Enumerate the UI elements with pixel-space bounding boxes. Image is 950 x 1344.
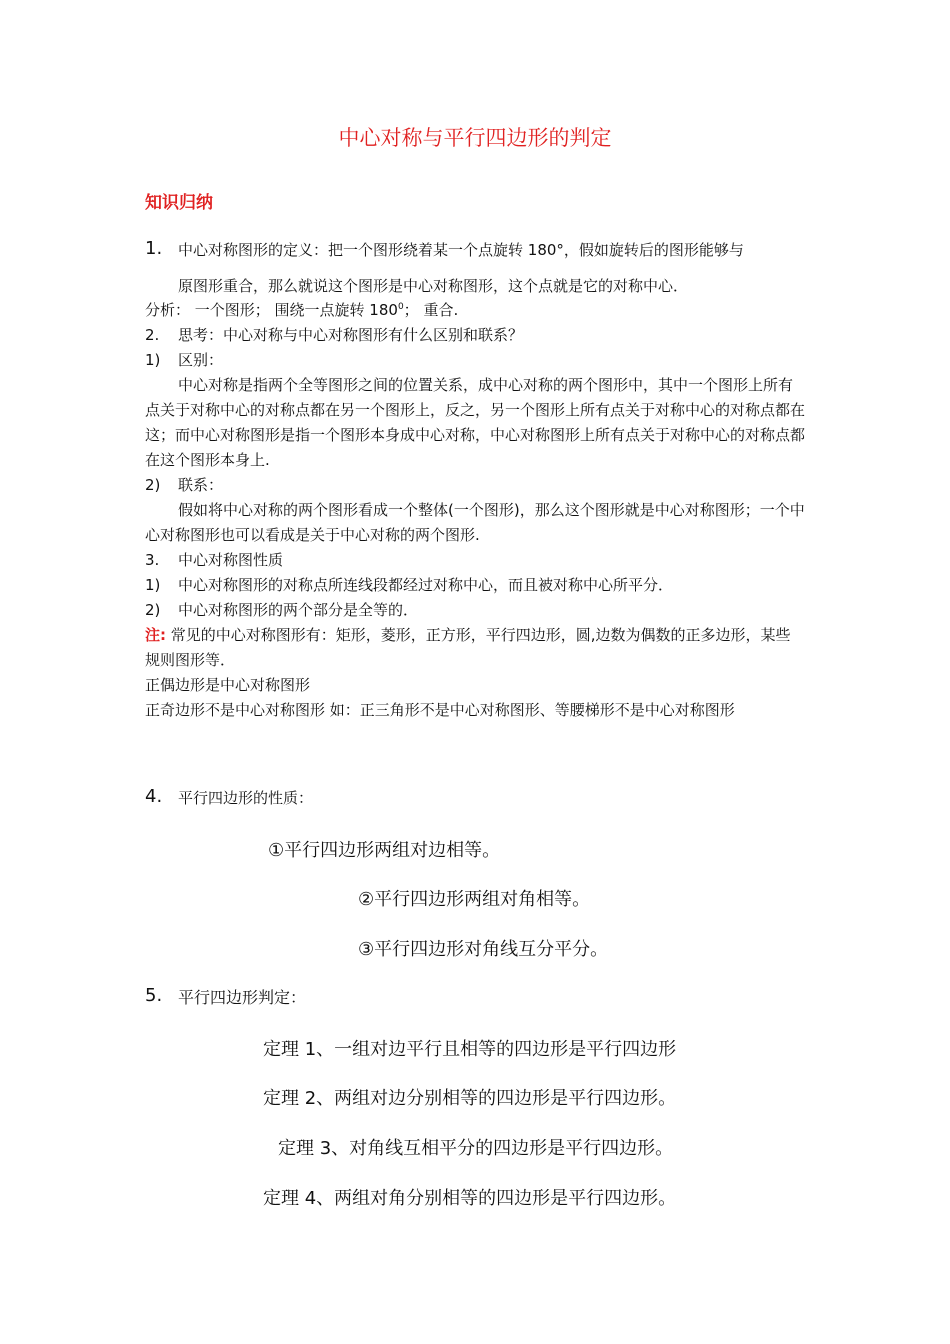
odd-polygon-note: 正奇边形不是中心对称图形 如：正三角形不是中心对称图形、等腰梯形不是中心对称图形: [145, 701, 735, 719]
theorem-4: 定理 4、两组对角分别相等的四边形是平行四边形。: [263, 1188, 677, 1209]
section-4-number: 4.: [145, 786, 163, 807]
section-2-number: 2.: [145, 326, 160, 344]
difference-number: 1): [145, 351, 161, 369]
property-1-number: 1): [145, 576, 161, 594]
property-item-3: ③平行四边形对角线互分平分。: [358, 939, 609, 960]
analysis-line: [145, 298, 458, 323]
note-paragraph: [145, 623, 805, 673]
note-label: 注:: [145, 626, 166, 644]
section-3-title: 中心对称图性质: [178, 551, 284, 569]
property-2-text: 中心对称图形的两个部分是全等的．: [178, 601, 419, 619]
theorem-1: 定理 1、一组对边平行且相等的四边形是平行四边形: [263, 1039, 677, 1060]
section-1-number: 1.: [145, 238, 163, 259]
difference-label: 区别：: [178, 351, 224, 369]
relation-number: 2): [145, 476, 161, 494]
section-2-question: 思考：中心对称与中心对称图形有什么区别和联系？: [178, 326, 524, 344]
property-item-2: ②平行四边形两组对角相等。: [358, 889, 591, 910]
difference-paragraph: 中心对称是指两个全等图形之间的位置关系，成中心对称的两个图形中，其中一个图形上所有点关于对称中心的对称点都在另一个图形上，反之，另一个图形上所有点关于对称中心的对称点都在这；而中心对称图形是指一个图形本身成中心对称，中心对称图形上所有点关于对称中心的对称点都在这个图形本身上.: [145, 376, 806, 469]
relation-paragraph: 假如将中心对称的两个图形看成一个整体(一个图形)，那么这个图形就是中心对称图形；一个中心对称图形也可以看成是关于中心对称的两个图形.: [145, 501, 805, 544]
definition-line-1: 中心对称图形的定义：把一个图形绕着某一个点旋转 180°，假如旋转后的图形能够与: [178, 241, 744, 259]
relation-label: 联系：: [178, 476, 224, 494]
definition-line-2: 原图形重合，那么就说这个图形是中心对称图形，这个点就是它的对称中心．: [178, 277, 689, 295]
analysis-tail: ； 重合.: [403, 301, 459, 319]
property-2-number: 2): [145, 601, 161, 619]
section-heading: 知识归纳: [145, 193, 213, 213]
even-polygon-note: 正偶边形是中心对称图形: [145, 676, 311, 694]
theorem-2: 定理 2、两组对边分别相等的四边形是平行四边形。: [263, 1088, 677, 1109]
note-text: 常见的中心对称图形有：矩形，菱形，正方形，平行四边形，圆,边数为偶数的正多边形，某些规则图形等．: [145, 626, 791, 669]
section-3-number: 3.: [145, 551, 160, 569]
degree-superscript: 0: [397, 302, 404, 312]
section-5-number: 5.: [145, 985, 163, 1006]
theorem-3: 定理 3、对角线互相平分的四边形是平行四边形。: [278, 1138, 674, 1159]
section-5-title: 平行四边形判定：: [178, 988, 307, 1007]
analysis-text: 分析： 一个图形； 围绕一点旋转 180: [145, 301, 398, 319]
section-4-title: 平行四边形的性质：: [178, 789, 314, 807]
property-1-text: 中心对称图形的对称点所连线段都经过对称中心，而且被对称中心所平分．: [178, 576, 674, 594]
property-item-1: ①平行四边形两组对边相等。: [268, 840, 501, 861]
page-title: 中心对称与平行四边形的判定: [338, 126, 612, 150]
